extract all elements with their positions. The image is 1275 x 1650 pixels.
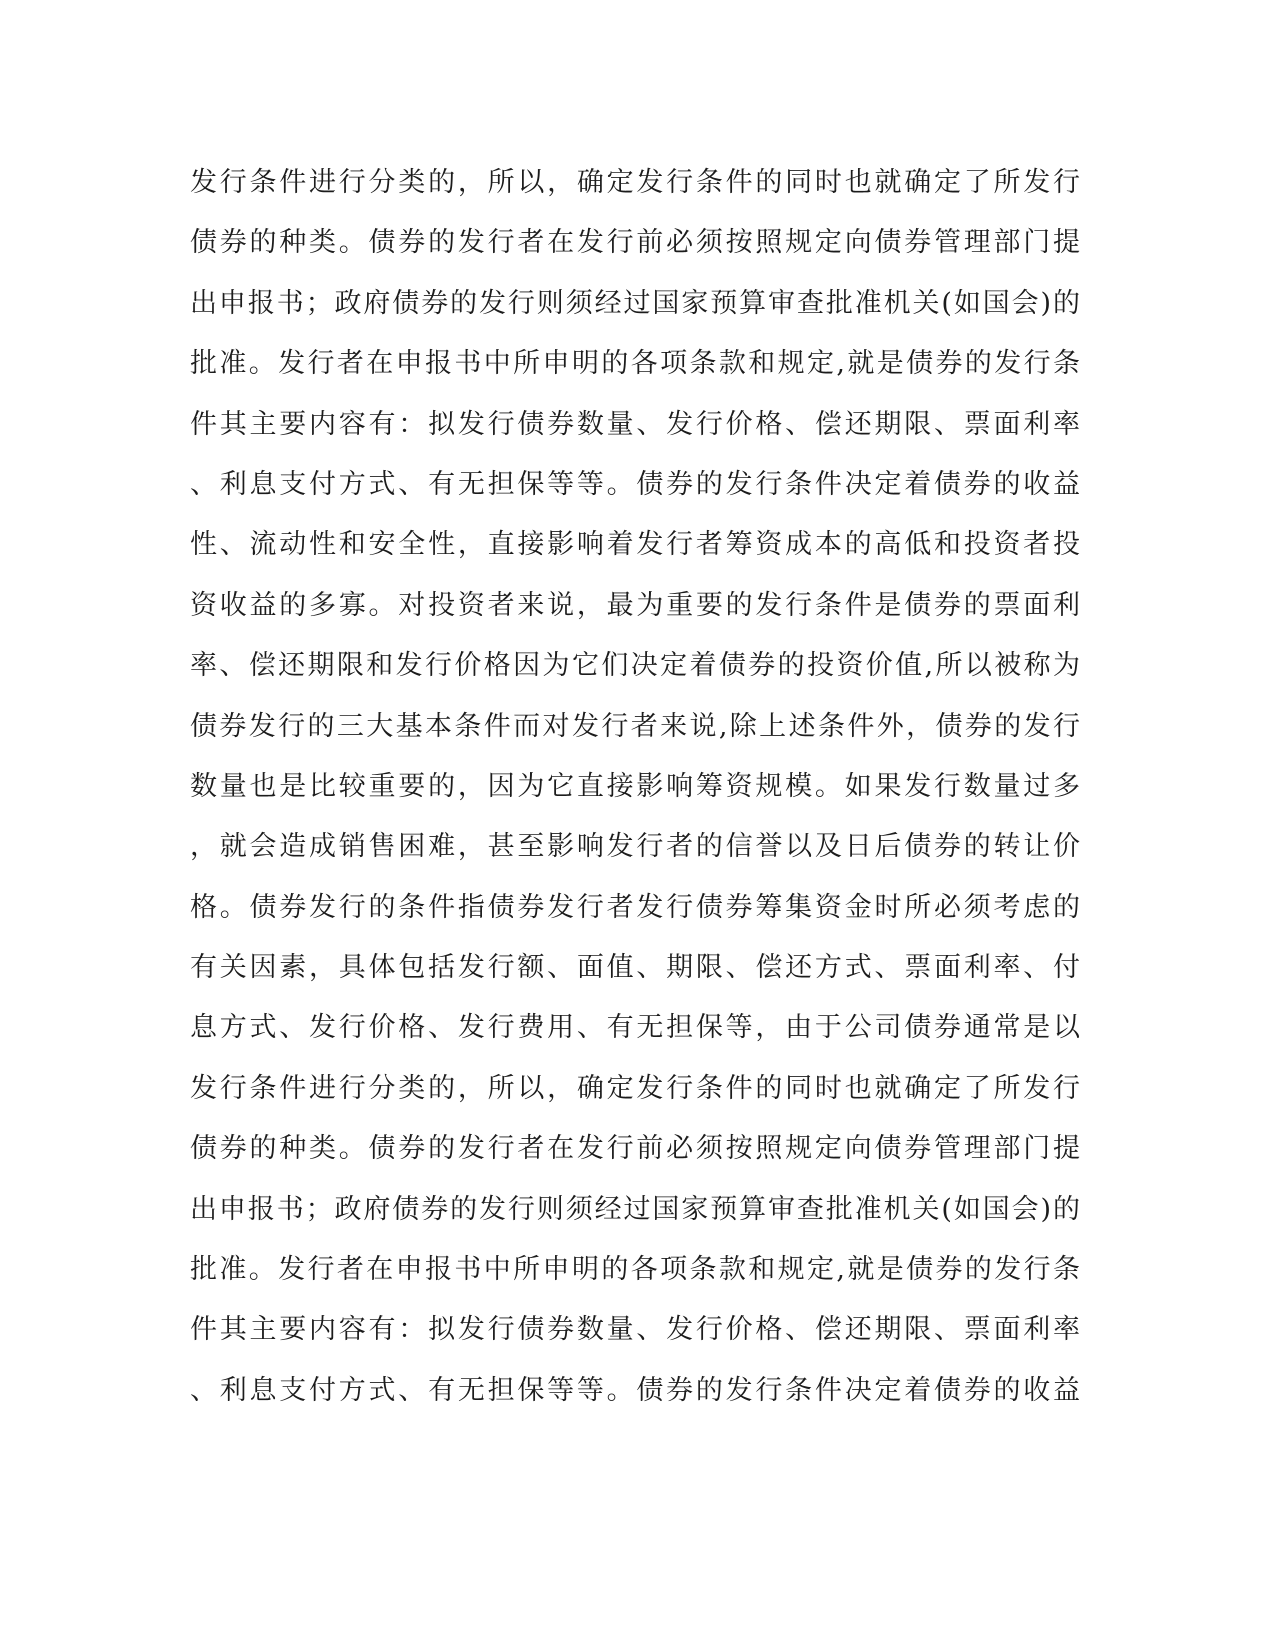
text-line: 性、流动性和安全性，直接影响着发行者筹资成本的高低和投资者投	[190, 529, 1080, 561]
text-line: 债券的种类。债券的发行者在发行前必须按照规定向债券管理部门提	[190, 1133, 1080, 1165]
text-line: 数量也是比较重要的，因为它直接影响筹资规模。如果发行数量过多	[190, 770, 1080, 802]
text-line: 发行条件进行分类的，所以，确定发行条件的同时也就确定了所发行	[190, 167, 1080, 198]
text-line: 率、偿还期限和发行价格因为它们决定着债券的投资价值,所以被称为	[190, 650, 1080, 682]
text-line: 出申报书；政府债券的发行则须经过国家预算审查批准机关(如国会)的	[190, 1193, 1080, 1225]
text-line: 债券发行的三大基本条件而对发行者来说,除上述条件外，债券的发行	[190, 710, 1080, 742]
text-line: 批准。发行者在申报书中所申明的各项条款和规定,就是债券的发行条	[190, 1254, 1080, 1286]
body-text	[190, 163, 1090, 1431]
text-line: 资收益的多寡。对投资者来说，最为重要的发行条件是债券的票面利	[190, 589, 1080, 621]
text-line: 件其主要内容有：拟发行债券数量、发行价格、偿还期限、票面利率	[190, 408, 1080, 440]
text-line: 、利息支付方式、有无担保等等。债券的发行条件决定着债券的收益	[190, 1374, 1080, 1406]
text-line: 件其主要内容有：拟发行债券数量、发行价格、偿还期限、票面利率	[190, 1314, 1080, 1346]
text-line: 批准。发行者在申报书中所申明的各项条款和规定,就是债券的发行条	[190, 348, 1080, 380]
text-line: 有关因素，具体包括发行额、面值、期限、偿还方式、票面利率、付	[190, 952, 1080, 984]
text-line: 发行条件进行分类的，所以，确定发行条件的同时也就确定了所发行	[190, 1072, 1080, 1104]
text-line: 债券的种类。债券的发行者在发行前必须按照规定向债券管理部门提	[190, 227, 1080, 259]
text-line: 格。债券发行的条件指债券发行者发行债券筹集资金时所必须考虑的	[190, 891, 1080, 923]
text-line: ，就会造成销售困难，甚至影响发行者的信誉以及日后债券的转让价	[190, 831, 1080, 863]
text-line: 出申报书；政府债券的发行则须经过国家预算审查批准机关(如国会)的	[190, 287, 1080, 319]
text-line: 、利息支付方式、有无担保等等。债券的发行条件决定着债券的收益	[190, 468, 1080, 500]
text-line: 息方式、发行价格、发行费用、有无担保等，由于公司债券通常是以	[190, 1012, 1080, 1044]
